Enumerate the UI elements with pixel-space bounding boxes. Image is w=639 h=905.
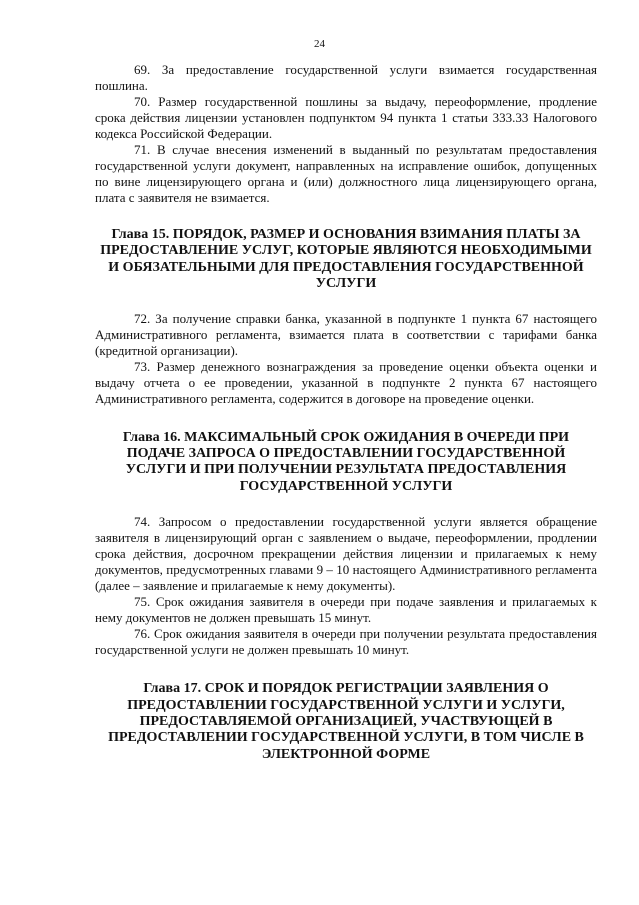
chapter-15-heading: Глава 15. ПОРЯДОК, РАЗМЕР И ОСНОВАНИЯ ВЗИМАНИЯ ПЛАТЫ ЗА ПРЕДОСТАВЛЕНИЕ УСЛУГ, КОТОРЫЕ ЯВЛЯЮТСЯ НЕОБХОДИМЫМИ И ОБЯЗАТЕЛЬНЫМИ ДЛЯ ПРЕДОСТАВЛЕНИЯ ГОСУДАРСТВЕННОЙ УСЛУГИ bbox=[100, 227, 592, 292]
paragraph-72: 72. За получение справки банка, указанной в подпункте 1 пункта 67 настоящего Административного регламента, взимается плата в соответствии с тарифами банка (кредитной организации). bbox=[95, 310, 597, 358]
paragraph-70: 70. Размер государственной пошлины за выдачу, переоформление, продление срока действия лицензии установлен подпунктом 94 пункта 1 статьи 333.33 Налогового кодекса Российской Федерации. bbox=[95, 94, 597, 141]
paragraph-73: 73. Размер денежного вознаграждения за проведение оценки объекта оценки и выдачу отчета о ее проведении, указанной в подпункте 2 пункта 67 настоящего Административного регламента, содержится в договоре на проведение оценки. bbox=[95, 358, 597, 406]
paragraph-69: 69. За предоставление государственной услуги взимается государственная пошлина. bbox=[95, 62, 597, 93]
paragraph-75: 75. Срок ожидания заявителя в очереди при подаче заявления и прилагаемых к нему документов не должен превышать 15 минут. bbox=[95, 594, 597, 626]
paragraph-71: 71. В случае внесения изменений в выданный по результатам предоставления государственной услуги документ, направленных на исправление ошибок, допущенных по вине лицензирующего органа и (или) должностного лица лицензирующего органа, плата с заявителя не взимается. bbox=[95, 142, 597, 205]
paragraph-74: 74. Запросом о предоставлении государственной услуги является обращение заявителя в лицензирующий орган с заявлением о выдаче, переоформлении, продлении срока действия, досрочном прекращении действия лицензии и прилагаемых к нему документов, предусмотренных главами 9 – 10 настоящего Административного регламента (далее – заявление и прилагаемые к нему документы). bbox=[95, 514, 597, 594]
paragraph-76: 76. Срок ожидания заявителя в очереди при получении результата предоставления государственной услуги не должен превышать 10 минут. bbox=[95, 626, 597, 658]
page-number: 24 bbox=[314, 38, 325, 50]
chapter-17-heading: Глава 17. СРОК И ПОРЯДОК РЕГИСТРАЦИИ ЗАЯВЛЕНИЯ О ПРЕДОСТАВЛЕНИИ ГОСУДАРСТВЕННОЙ УСЛУГИ И УСЛУГИ, ПРЕДОСТАВЛЯЕМОЙ ОРГАНИЗАЦИЕЙ, УЧАСТВУЮЩЕЙ В ПРЕДОСТАВЛЕНИИ ГОСУДАРСТВЕННОЙ УСЛУГИ, В ТОМ ЧИСЛЕ В ЭЛЕКТРОННОЙ ФОРМЕ bbox=[108, 681, 584, 762]
document-body bbox=[95, 62, 597, 763]
chapter-16-heading: Глава 16. МАКСИМАЛЬНЫЙ СРОК ОЖИДАНИЯ В ОЧЕРЕДИ ПРИ ПОДАЧЕ ЗАПРОСА О ПРЕДОСТАВЛЕНИИ ГОСУДАРСТВЕННОЙ УСЛУГИ И ПРИ ПОЛУЧЕНИИ РЕЗУЛЬТАТА ПРЕДОСТАВЛЕНИЯ ГОСУДАРСТВЕННОЙ УСЛУГИ bbox=[122, 429, 570, 494]
